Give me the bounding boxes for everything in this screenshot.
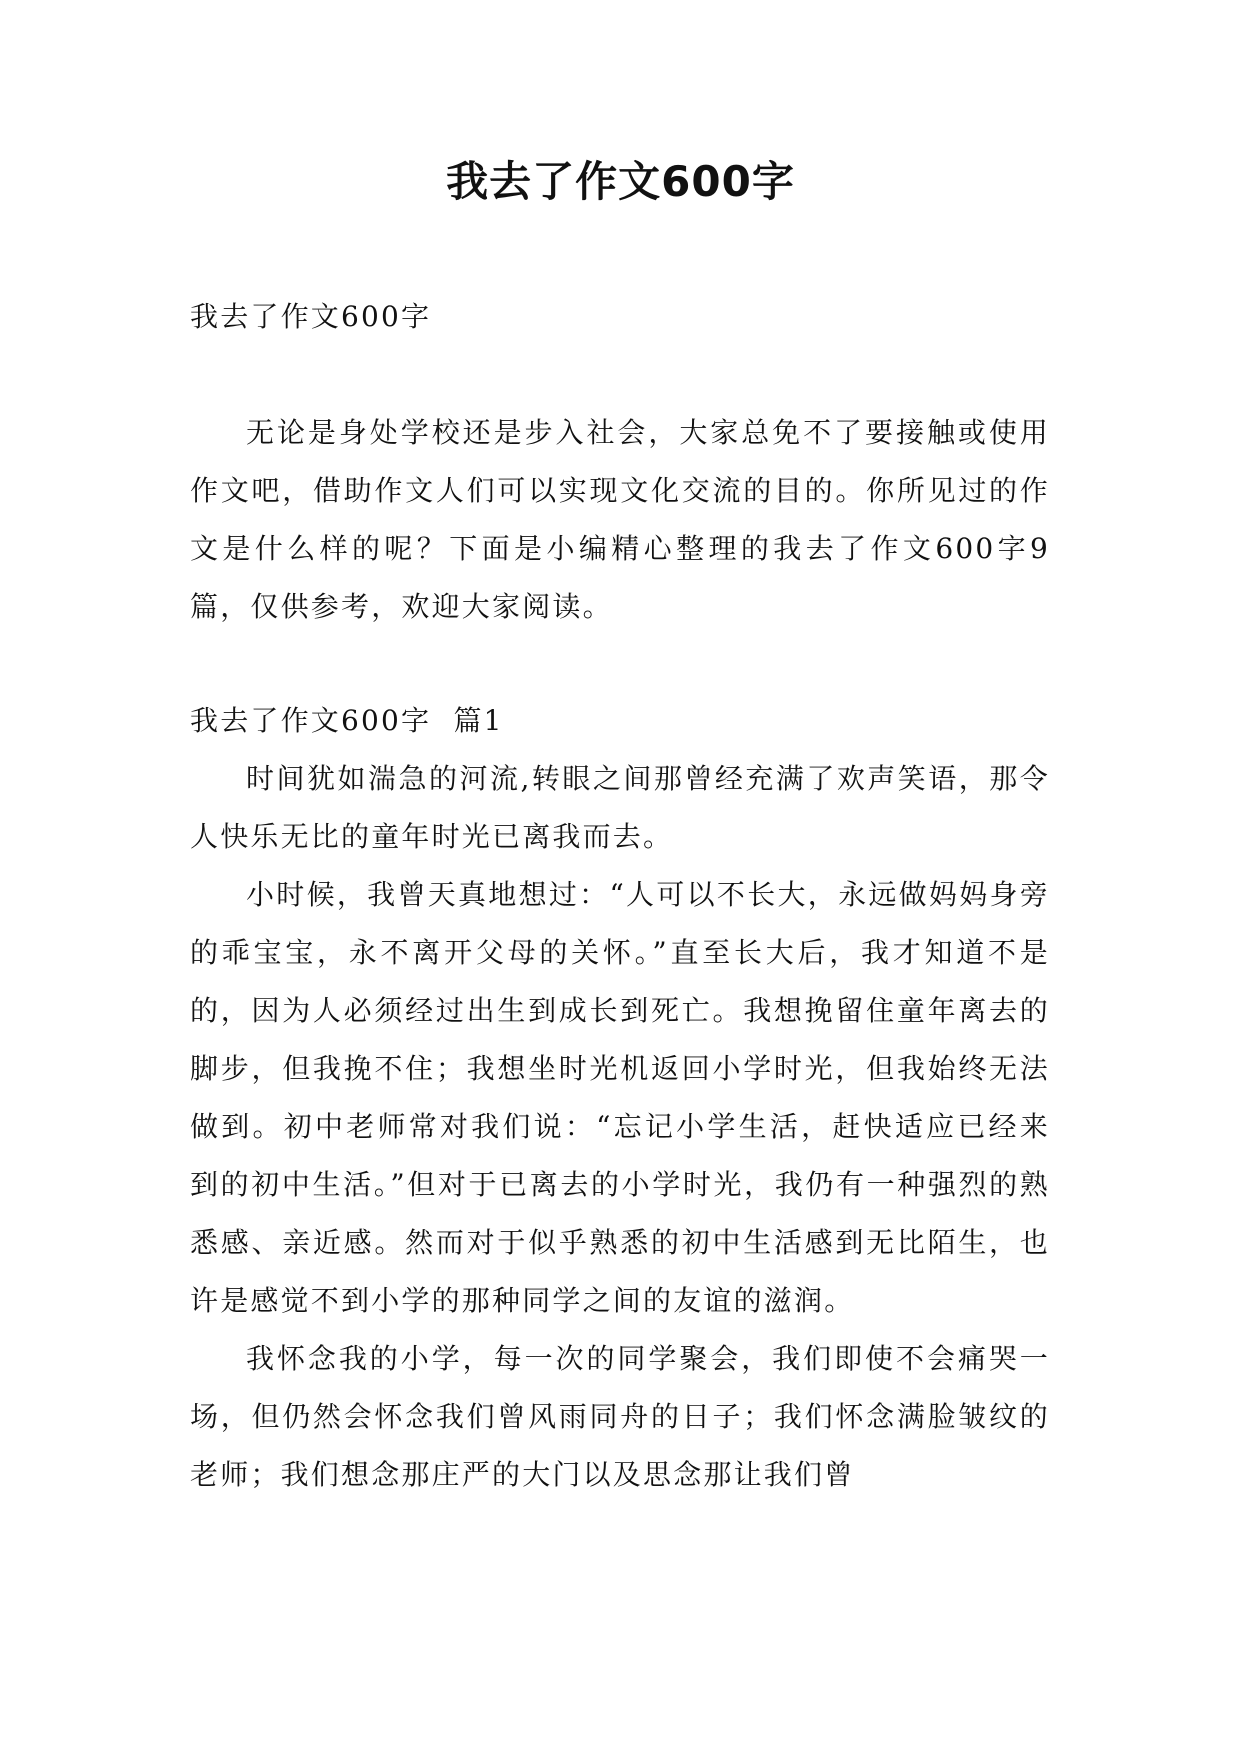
body-paragraph: 我怀念我的小学，每一次的同学聚会，我们即使不会痛哭一场，但仍然会怀念我们曾风雨同舟的日子；我们怀念满脸皱纹的老师；我们想念那庄严的大门以及思念那让我们曾 <box>190 1342 1050 1491</box>
body-paragraph: 小时候，我曾天真地想过：“人可以不长大，永远做妈妈身旁的乖宝宝，永不离开父母的关怀。”直至长大后，我才知道不是的，因为人必须经过出生到成长到死亡。我想挽留住童年离去的脚步，但我挽不住；我想坐时光机返回小学时光，但我始终无法做到。初中老师常对我们说：“忘记小学生活，赶快适应已经来到的初中生活。”但对于已离去的小学时光，我仍有一种强烈的熟悉感、亲近感。然而对于似乎熟悉的初中生活感到无比陌生，也许是感觉不到小学的那种同学之间的友谊的滋润。 <box>190 878 1050 1317</box>
section-heading: 我去了作文600字 篇1 <box>190 704 504 737</box>
spacer <box>190 636 1050 692</box>
spacer <box>190 346 1050 404</box>
document-subtitle: 我去了作文600字 <box>190 300 432 333</box>
document-body <box>190 288 1050 1504</box>
body-paragraph: 时间犹如湍急的河流,转眼之间那曾经充满了欢声笑语，那令人快乐无比的童年时光已离我而去。 <box>190 762 1050 853</box>
document-title: 我去了作文600字 <box>446 157 795 206</box>
intro-paragraph: 无论是身处学校还是步入社会，大家总免不了要接触或使用作文吧，借助作文人们可以实现文化交流的目的。你所见过的作文是什么样的呢？下面是小编精心整理的我去了作文600字9篇，仅供参考，欢迎大家阅读。 <box>190 416 1050 623</box>
